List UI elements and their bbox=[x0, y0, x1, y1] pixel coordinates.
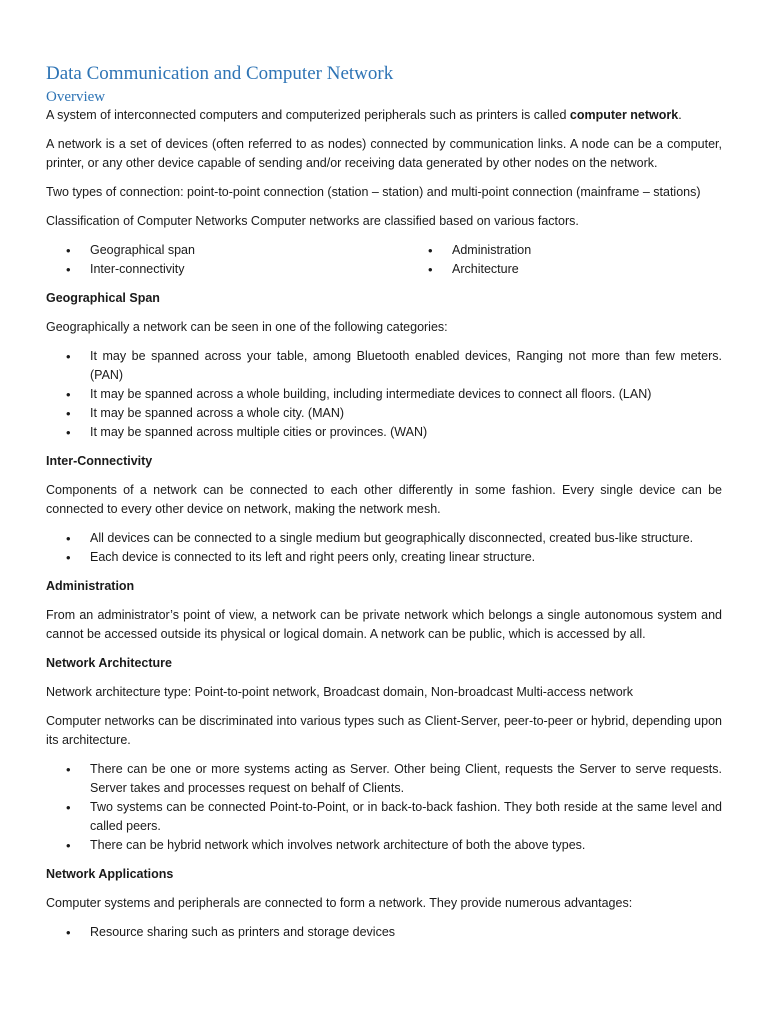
list-item: • Administration bbox=[408, 241, 722, 260]
list-item: • Architecture bbox=[408, 260, 722, 279]
apps-list bbox=[46, 923, 722, 942]
list-item: • Inter-connectivity bbox=[46, 260, 408, 279]
heading-network-architecture: Network Architecture bbox=[46, 656, 172, 670]
list-item: • There can be hybrid network which involves network architecture of both the above types. bbox=[46, 836, 722, 855]
list-item: • Resource sharing such as printers and storage devices bbox=[46, 923, 722, 942]
factors-list-left bbox=[46, 241, 408, 279]
document-content bbox=[46, 62, 722, 952]
list-item: • Two systems can be connected Point-to-Point, or in back-to-back fashion. They both reside at the same level and called peers. bbox=[46, 798, 722, 836]
list-item: • It may be spanned across multiple cities or provinces. (WAN) bbox=[46, 423, 722, 442]
list-item: • It may be spanned across a whole city. (MAN) bbox=[46, 404, 722, 423]
heading-inter-connectivity: Inter-Connectivity bbox=[46, 454, 153, 468]
paragraph-connection-types: Two types of connection: point-to-point connection (station – station) and multi-point connection (mainframe – stations) bbox=[46, 185, 701, 199]
intro-paragraph bbox=[46, 106, 722, 125]
paragraph-architecture-discrimination: Computer networks can be discriminated into various types such as Client-Server, peer-to-peer or hybrid, depending upon its architecture. bbox=[46, 714, 722, 747]
factors-list-right bbox=[408, 241, 722, 279]
list-item: • Geographical span bbox=[46, 241, 408, 260]
paragraph-classification: Classification of Computer Networks Computer networks are classified based on various factors. bbox=[46, 214, 579, 228]
list-item: • Each device is connected to its left and right peers only, creating linear structure. bbox=[46, 548, 722, 567]
intro-text: A system of interconnected computers and computerized peripherals such as printers is called bbox=[46, 108, 570, 122]
section-heading-overview: Overview bbox=[46, 89, 106, 105]
list-item: • All devices can be connected to a single medium but geographically disconnected, created bus-like structure. bbox=[46, 529, 722, 548]
list-item: • It may be spanned across a whole building, including intermediate devices to connect all floors. (LAN) bbox=[46, 385, 722, 404]
intro-bold-term: computer network bbox=[569, 108, 679, 122]
paragraph-administration: From an administrator’s point of view, a network can be private network which belongs a single autonomous system and cannot be accessed outside its physical or logical domain. A network can be public, which is accessed by all. bbox=[46, 608, 722, 641]
paragraph-geographical: Geographically a network can be seen in one of the following categories: bbox=[46, 320, 448, 334]
intro-end: . bbox=[678, 108, 682, 122]
paragraph-inter-connectivity: Components of a network can be connected to each other differently in some fashion. Every single device can be connected to every other device on network, making the network mesh. bbox=[46, 483, 722, 516]
document-title: Data Communication and Computer Network bbox=[46, 63, 394, 84]
inter-list bbox=[46, 529, 722, 567]
heading-administration: Administration bbox=[46, 579, 135, 593]
paragraph-network-definition: A network is a set of devices (often referred to as nodes) connected by communication links. A node can be a computer, printer, or any other device capable of sending and/or receiving data generated by other nodes on the network. bbox=[46, 137, 722, 170]
paragraph-applications: Computer systems and peripherals are connected to form a network. They provide numerous advantages: bbox=[46, 896, 633, 910]
list-item: • It may be spanned across your table, among Bluetooth enabled devices, Ranging not more than few meters. (PAN) bbox=[46, 347, 722, 385]
heading-network-applications: Network Applications bbox=[46, 867, 174, 881]
heading-geographical-span: Geographical Span bbox=[46, 291, 160, 305]
geo-list bbox=[46, 347, 722, 442]
list-item: • There can be one or more systems acting as Server. Other being Client, requests the Server to serve requests. Server takes and processes request on behalf of Clients. bbox=[46, 760, 722, 798]
arch-list bbox=[46, 760, 722, 855]
paragraph-architecture-types: Network architecture type: Point-to-point network, Broadcast domain, Non-broadcast Multi-access network bbox=[46, 685, 634, 699]
factors-list bbox=[46, 241, 722, 279]
